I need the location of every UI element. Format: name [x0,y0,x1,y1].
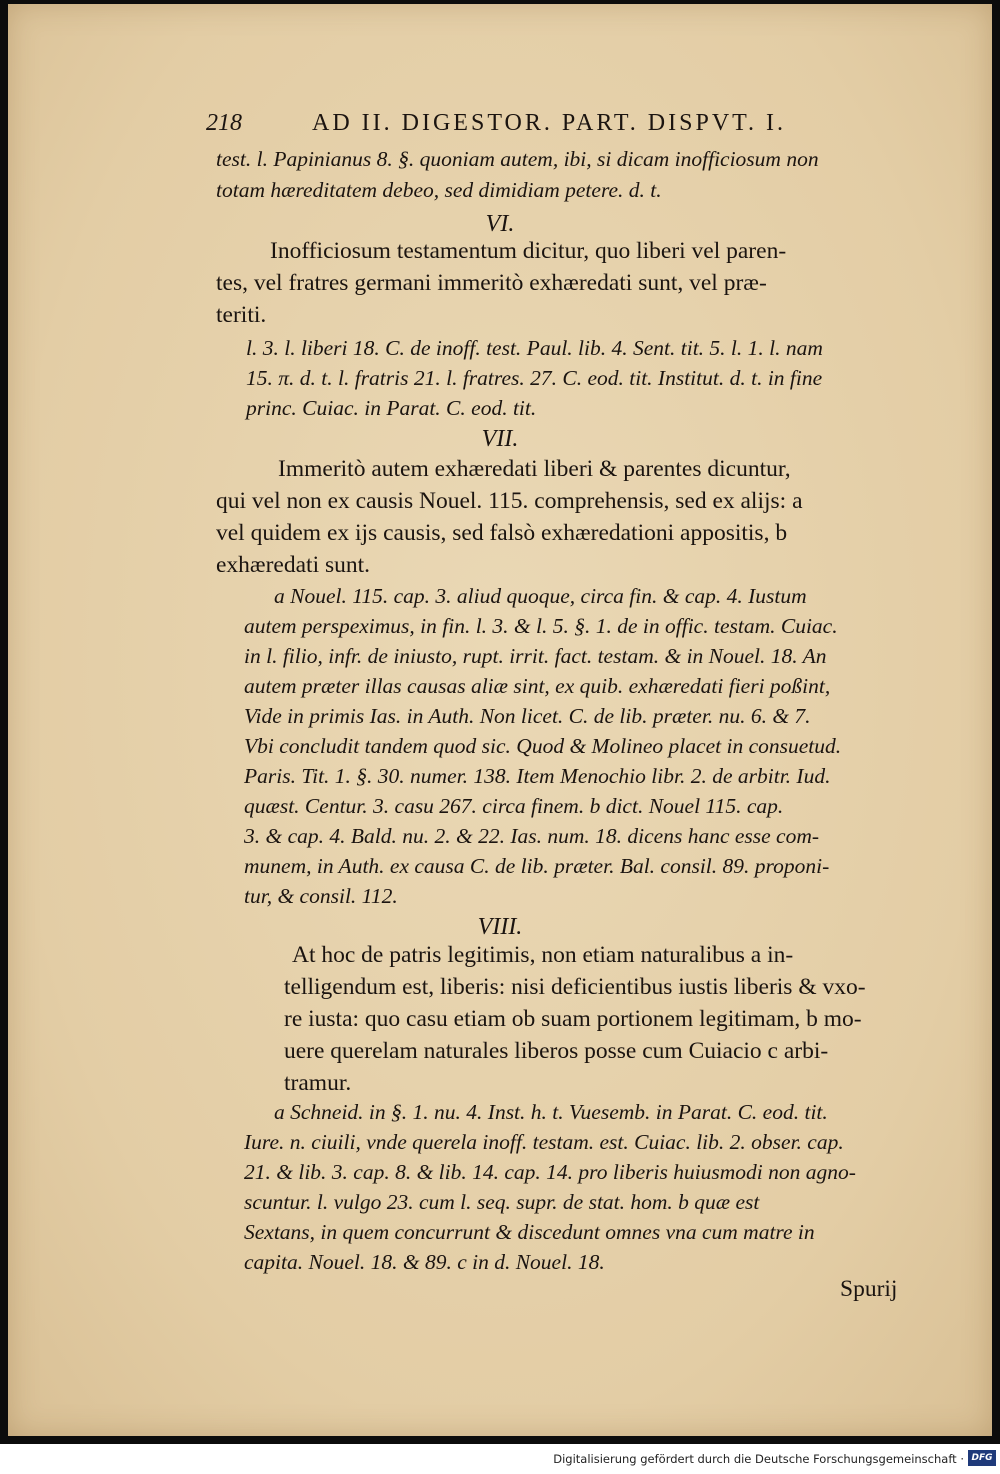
section-numeral: VIII. [477,914,523,940]
note-line: tur, & consil. 112. [244,884,398,908]
body-line: re iusta: quo casu etiam ob suam portionem legitimam, b mo- [284,1006,862,1032]
note-line: 15. π. d. t. l. fratris 21. l. fratres. 27. C. eod. tit. Institut. d. t. in fine [246,366,823,390]
dfg-logo-icon: DFG [968,1450,996,1466]
note-line: quæst. Centur. 3. casu 267. circa finem. b dict. Nouel 115. cap. [244,794,784,818]
section-numeral: VII. [481,426,519,452]
catchword: Spurij [840,1276,898,1302]
book-page [8,4,992,1436]
note-line: princ. Cuiac. in Parat. C. eod. tit. [246,396,537,420]
body-line: telligendum est, liberis: nisi deficientibus iustis liberis & vxo- [284,974,866,1000]
note-line: 21. & lib. 3. cap. 8. & lib. 14. cap. 14. pro liberis huiusmodi non agno- [244,1160,856,1184]
note-line: Vide in primis Ias. in Auth. Non licet. C. de lib. præter. nu. 6. & 7. [244,704,811,728]
body-line: teriti. [216,302,267,328]
note-line: 3. & cap. 4. Bald. nu. 2. & 22. Ias. num. 18. dicens hanc esse com- [244,824,820,848]
note-line: a Schneid. in §. 1. nu. 4. Inst. h. t. Vuesemb. in Parat. C. eod. tit. [274,1100,828,1124]
section-numeral: VI. [485,211,515,237]
note-line: Sextans, in quem concurrunt & discedunt omnes vna cum matre in [244,1220,815,1244]
body-line: Inofficiosum testamentum dicitur, quo liberi vel paren- [270,238,787,264]
body-line: tramur. [284,1070,352,1096]
running-head: AD II. DIGESTOR. PART. DISPVT. I. [312,110,787,136]
note-line: munem, in Auth. ex causa C. de lib. præter. Bal. consil. 89. proponi- [244,854,830,878]
note-line: capita. Nouel. 18. & 89. c in d. Nouel. 18. [244,1250,605,1274]
digitization-footer [0,1444,1000,1474]
note-line: l. 3. l. liberi 18. C. de inoff. test. Paul. lib. 4. Sent. tit. 5. l. 1. l. nam [246,336,823,360]
note-line: Iure. n. ciuili, vnde querela inoff. testam. est. Cuiac. lib. 2. obser. cap. [244,1130,844,1154]
note-line: a Nouel. 115. cap. 3. aliud quoque, circa fin. & cap. 4. Iustum [274,584,807,608]
note-line: Vbi concludit tandem quod sic. Quod & Molineo placet in consuetud. [244,734,842,758]
note-line: scuntur. l. vulgo 23. cum l. seq. supr. de stat. hom. b quæ est [244,1190,760,1214]
note-line: autem perspeximus, in fin. l. 3. & l. 5. §. 1. de in offic. testam. Cuiac. [244,614,838,638]
body-line: qui vel non ex causis Nouel. 115. comprehensis, sed ex alijs: a [216,488,803,514]
body-line: Immeritò autem exhæredati liberi & parentes dicuntur, [278,456,791,482]
body-line: uere querelam naturales liberos posse cum Cuiacio c arbi- [284,1038,829,1064]
note-line: totam hæreditatem debeo, sed dimidiam petere. d. t. [216,178,662,202]
note-line: in l. filio, infr. de iniusto, rupt. irrit. fact. testam. & in Nouel. 18. An [244,644,827,668]
page-number: 218 [206,110,242,136]
note-line: Paris. Tit. 1. §. 30. numer. 138. Item Menochio libr. 2. de arbitr. Iud. [244,764,831,788]
body-line: vel quidem ex ijs causis, sed falsò exhæredationi appositis, b [216,520,788,546]
note-line: test. l. Papinianus 8. §. quoniam autem, ibi, si dicam inofficiosum non [216,147,819,171]
note-line: autem præter illas causas aliæ sint, ex quib. exhæredati fieri poßint, [244,674,831,698]
body-line: tes, vel fratres germani immeritò exhæredati sunt, vel præ- [216,270,767,296]
body-line: At hoc de patris legitimis, non etiam naturalibus a in- [292,942,794,968]
funding-notice: Digitalisierung gefördert durch die Deutsche Forschungsgemeinschaft · [553,1452,964,1466]
body-line: exhæredati sunt. [216,552,371,578]
